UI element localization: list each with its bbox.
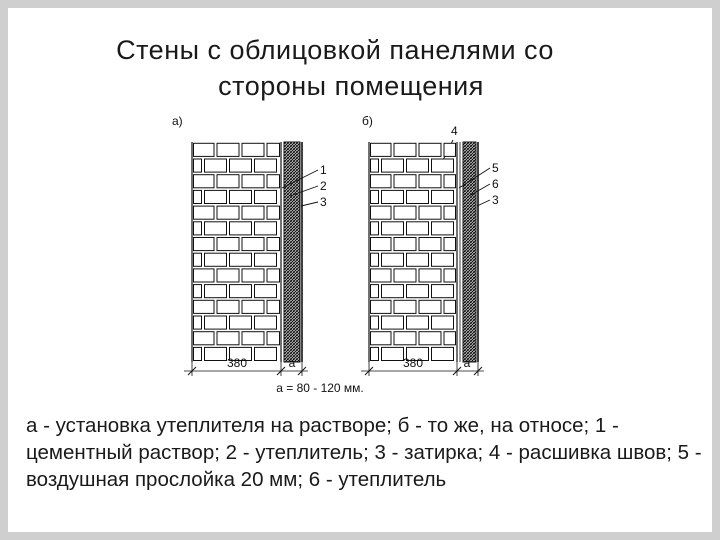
brick: [194, 347, 202, 360]
brick: [432, 222, 454, 235]
panel-a-callout-2: 2: [320, 179, 327, 193]
brick: [194, 316, 202, 329]
brick: [205, 159, 227, 172]
brick: [217, 300, 239, 313]
brick: [267, 238, 280, 251]
brick: [371, 285, 379, 298]
brick: [242, 206, 264, 219]
brick: [242, 175, 264, 188]
panel-b-callout-3: 3: [492, 193, 499, 207]
brick: [194, 143, 215, 156]
brick: [217, 143, 239, 156]
panel-b-dim-insulation: а: [463, 356, 471, 370]
brick: [382, 159, 404, 172]
brick: [242, 143, 264, 156]
brick: [255, 285, 277, 298]
title-line-2: стороны помещения: [218, 71, 484, 101]
brick: [194, 285, 202, 298]
brick: [255, 222, 277, 235]
brick: [444, 332, 456, 345]
brick: [267, 269, 280, 282]
brick: [371, 332, 392, 345]
brick: [230, 222, 252, 235]
panel-b-callout-6: 6: [492, 177, 499, 191]
brick: [382, 285, 404, 298]
brick: [371, 222, 379, 235]
panel-a-callout-1: 1: [320, 163, 327, 177]
brick: [267, 206, 280, 219]
brick: [217, 238, 239, 251]
brick: [255, 253, 277, 266]
panel-b-callout-5: 5: [492, 161, 499, 175]
brick: [432, 159, 454, 172]
brick: [432, 190, 454, 203]
brick: [407, 285, 429, 298]
brick: [217, 175, 239, 188]
title-line-1: Стены с облицовкой панелями со: [116, 35, 554, 65]
brick: [205, 316, 227, 329]
brick: [194, 190, 202, 203]
panel-a-callout-3: 3: [320, 195, 327, 209]
brick: [230, 285, 252, 298]
brick: [371, 159, 379, 172]
brick: [194, 269, 215, 282]
brick: [194, 300, 215, 313]
brick: [432, 316, 454, 329]
brick: [205, 253, 227, 266]
brick: [205, 285, 227, 298]
brick: [267, 300, 280, 313]
brick: [205, 190, 227, 203]
brick: [444, 175, 456, 188]
brick: [394, 206, 416, 219]
brick: [217, 332, 239, 345]
brick: [255, 347, 277, 360]
panel-b: [361, 114, 499, 376]
brick: [371, 190, 379, 203]
brick: [242, 300, 264, 313]
brick: [242, 269, 264, 282]
brick: [419, 206, 441, 219]
brick: [371, 175, 392, 188]
brick: [394, 269, 416, 282]
panel-a-dim-wall: 380: [226, 356, 248, 370]
brick: [432, 253, 454, 266]
brick: [382, 190, 404, 203]
brick: [444, 238, 456, 251]
brick: [230, 316, 252, 329]
brick: [371, 269, 392, 282]
brick: [217, 269, 239, 282]
brick: [230, 190, 252, 203]
brick: [194, 175, 215, 188]
panel-a-insulation: [284, 142, 300, 362]
wall-section-diagram: [162, 104, 512, 394]
brick: [255, 159, 277, 172]
brick: [371, 347, 379, 360]
brick: [394, 143, 416, 156]
brick: [194, 332, 215, 345]
brick: [407, 222, 429, 235]
brick: [394, 332, 416, 345]
brick: [382, 253, 404, 266]
slide: [8, 8, 712, 532]
dimension-note: а = 80 - 120 мм.: [276, 381, 364, 394]
slide-title: [8, 32, 712, 104]
panel-a-dim-insulation: а: [288, 356, 296, 370]
brick: [371, 253, 379, 266]
brick: [382, 316, 404, 329]
brick: [432, 347, 454, 360]
brick: [394, 238, 416, 251]
brick: [371, 300, 392, 313]
brick: [444, 206, 456, 219]
brick: [419, 238, 441, 251]
brick: [205, 347, 227, 360]
brick: [419, 175, 441, 188]
brick: [267, 332, 280, 345]
brick: [194, 222, 202, 235]
brick: [419, 332, 441, 345]
brick: [194, 238, 215, 251]
brick: [394, 175, 416, 188]
panel-b-label: б): [362, 114, 373, 128]
brick: [432, 285, 454, 298]
brick: [242, 238, 264, 251]
brick: [382, 222, 404, 235]
brick: [205, 222, 227, 235]
panel-b-insulation: [463, 142, 476, 362]
brick: [255, 190, 277, 203]
brick: [419, 300, 441, 313]
brick: [194, 206, 215, 219]
brick: [444, 143, 456, 156]
brick: [419, 143, 441, 156]
brick: [255, 316, 277, 329]
panel-b-dim-wall: 380: [402, 356, 424, 370]
brick: [394, 300, 416, 313]
brick: [419, 269, 441, 282]
brick: [407, 159, 429, 172]
brick: [267, 175, 280, 188]
brick: [267, 143, 280, 156]
brick: [371, 143, 392, 156]
brick: [217, 206, 239, 219]
brick: [194, 159, 202, 172]
brick: [230, 159, 252, 172]
brick: [371, 316, 379, 329]
brick: [444, 300, 456, 313]
brick: [444, 269, 456, 282]
panel-b-callout-4: 4: [451, 124, 458, 138]
brick: [407, 190, 429, 203]
panel-a-label: а): [172, 114, 183, 128]
figure-caption: а - установка утеплителя на растворе; б - то же, на относе; 1 - цементный раствор; 2 - утеплитель; 3 - затирка; 4 - расшивка швов; 5 - воздушная прослойка 20 мм; 6 - утеплитель: [26, 414, 702, 491]
brick: [407, 253, 429, 266]
brick: [242, 332, 264, 345]
brick: [382, 347, 404, 360]
brick: [194, 253, 202, 266]
brick: [407, 316, 429, 329]
brick: [230, 253, 252, 266]
brick: [371, 206, 392, 219]
brick: [371, 238, 392, 251]
